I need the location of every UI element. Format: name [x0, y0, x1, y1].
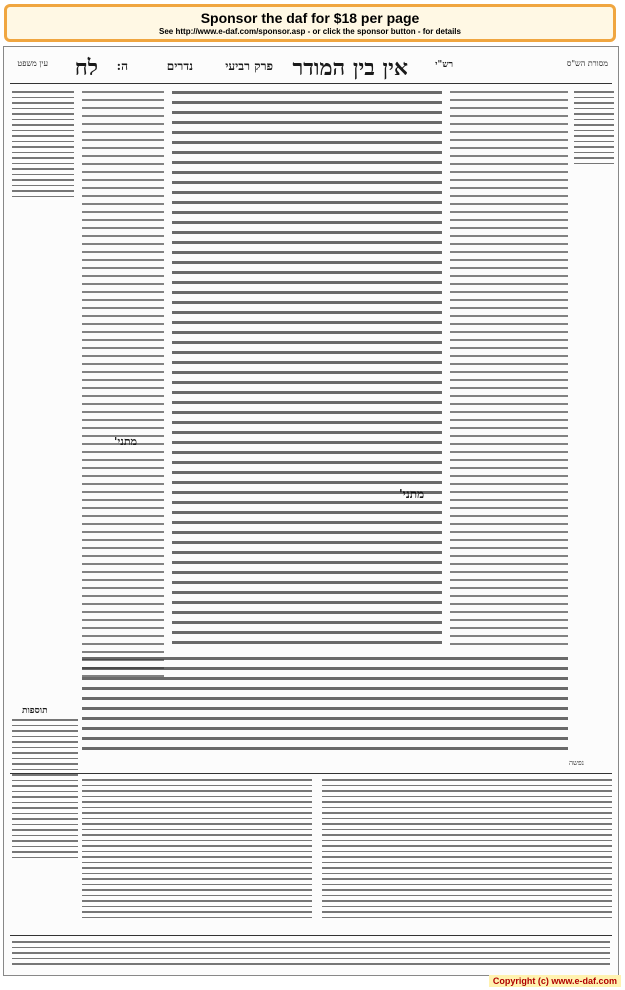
sponsor-title: Sponsor the daf for $18 per page	[200, 10, 420, 26]
hagahot-notes	[12, 941, 610, 971]
gemara-main-text	[172, 91, 442, 651]
mishna-label-center: מתני'	[399, 487, 425, 501]
ein-mishpat-column	[12, 91, 74, 351]
mishna-label-left: מתני'	[114, 435, 138, 448]
bottom-commentary-right	[322, 779, 612, 929]
daf-number: לח	[74, 55, 98, 81]
rashi-label: רש"י	[435, 60, 453, 70]
nefesh-word: נפשה	[569, 759, 584, 767]
ein-mishpat-label: עין משפט	[17, 59, 48, 68]
tractate-label: נדרים	[166, 59, 193, 73]
page-header	[4, 53, 618, 81]
commentary-rule	[10, 773, 612, 774]
sponsor-banner[interactable]	[4, 4, 616, 42]
perek-label: פרק רביעי	[225, 59, 273, 73]
masoret-label: מסורת הש"ס	[566, 59, 608, 68]
notes-rule	[10, 935, 612, 936]
sponsor-subtitle: See http://www.e-daf.com/sponsor.asp - or click the sponsor button - for details	[159, 27, 461, 36]
header-rule	[10, 83, 612, 84]
masoret-column	[574, 91, 614, 271]
gemara-lower-block	[82, 657, 568, 752]
ran-commentary-column	[82, 91, 164, 689]
chapter-title: אין בין המודר	[292, 55, 408, 81]
rashi-commentary-column	[450, 91, 568, 651]
amud-label: ה:	[116, 59, 128, 73]
tosafot-margin-column	[12, 719, 78, 859]
copyright-link[interactable]: Copyright (c) www.e-daf.com	[489, 975, 621, 987]
bottom-commentary-left	[82, 779, 312, 929]
tosafot-label: תוספות	[22, 706, 48, 716]
talmud-page	[3, 46, 619, 976]
